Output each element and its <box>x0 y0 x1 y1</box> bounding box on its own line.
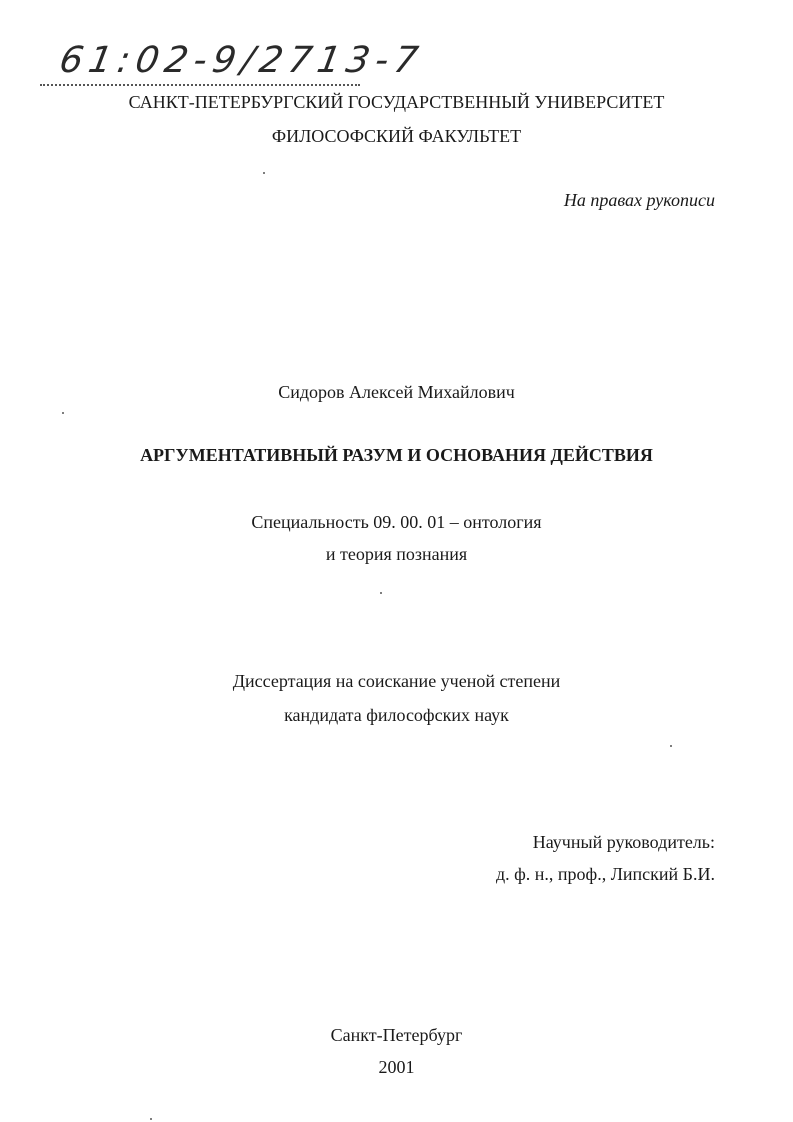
specialty-line-2: и теория познания <box>325 544 468 564</box>
scan-speck <box>380 592 382 594</box>
manuscript-rights-note: На правах рукописи <box>563 190 715 210</box>
supervisor-name: д. ф. н., проф., Липский Б.И. <box>495 864 715 884</box>
dissertation-title: АРГУМЕНТАТИВНЫЙ РАЗУМ И ОСНОВАНИЯ ДЕЙСТВИЯ <box>140 445 653 465</box>
scan-speck <box>670 745 672 747</box>
degree-line-2: кандидата философских наук <box>284 705 509 725</box>
author-name: Сидоров Алексей Михайлович <box>278 382 515 402</box>
faculty-name: ФИЛОСОФСКИЙ ФАКУЛЬТЕТ <box>271 126 522 146</box>
scan-speck <box>150 1118 152 1120</box>
scan-speck <box>263 172 265 174</box>
scan-speck <box>62 412 64 414</box>
year: 2001 <box>378 1057 415 1077</box>
city: Санкт-Петербург <box>330 1025 463 1045</box>
degree-line-1: Диссертация на соискание ученой степени <box>232 671 561 691</box>
university-name: САНКТ-ПЕТЕРБУРГСКИЙ ГОСУДАРСТВЕННЫЙ УНИВЕРСИТЕТ <box>128 92 665 112</box>
archive-code-underline <box>40 84 360 87</box>
specialty-line-1: Специальность 09. 00. 01 – онтология <box>251 512 542 532</box>
archive-code-handwritten: 61:02-9/2713-7 <box>56 40 427 81</box>
supervisor-label: Научный руководитель: <box>532 832 715 852</box>
